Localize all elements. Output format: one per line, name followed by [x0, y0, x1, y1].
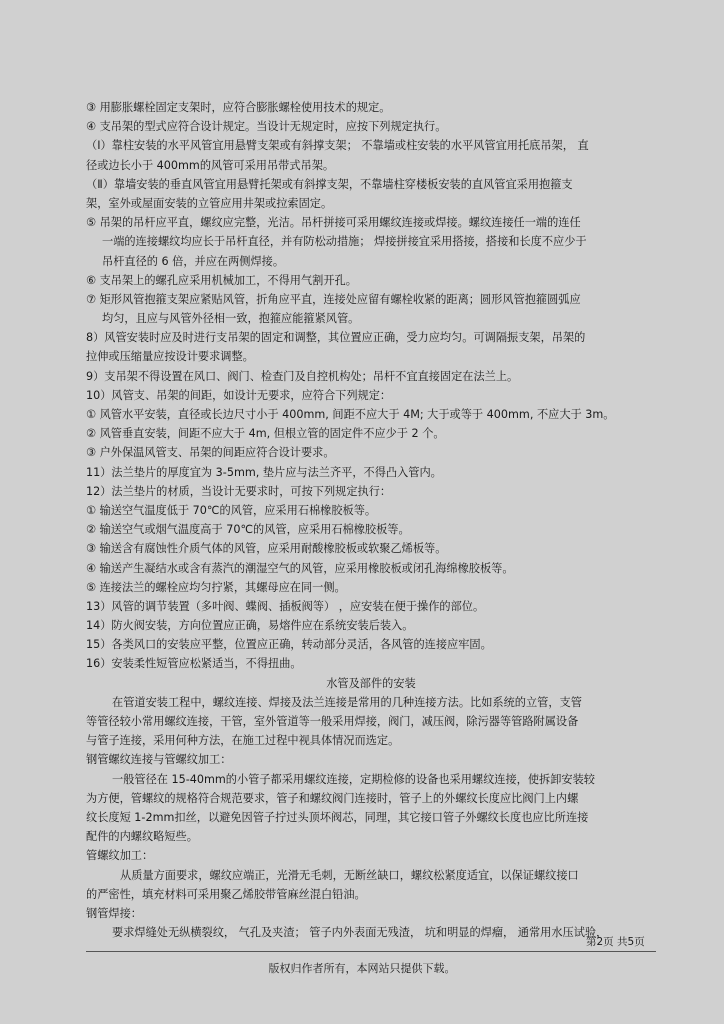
- text-line: 要求焊缝处无纵横裂纹， 气孔及夹渣； 管子内外表面无残渣， 坑和明显的焊瘤， 通常用水压试验，: [112, 926, 608, 940]
- text-line: ⑦ 矩形风管抱箍支架应紧贴风管，折角应平直，连接处应留有螺栓收紧的距离；圆形风管抱箍圆弧应: [86, 292, 581, 306]
- text-line: 8）风管安装时应及时进行支吊架的固定和调整，其位置应正确，受力应均匀。可调隔振支架，吊架的: [86, 331, 586, 345]
- text-line: ⑥ 支吊架上的螺孔应采用机械加工，不得用气割开孔。: [86, 273, 357, 287]
- text-line: ④ 输送产生凝结水或含有蒸汽的潮湿空气的风管，应采用橡胶板或闭孔海绵橡胶板等。: [86, 561, 514, 575]
- text-line: 13）风管的调节装置（多叶阀、蝶阀、插板阀等） ，应安装在便于操作的部位。: [86, 599, 485, 613]
- text-line: （Ⅰ）靠柱安装的水平风管宜用悬臂支架或有斜撑支架； 不靠墙或柱安装的水平风管宜用托底吊架， 直: [86, 139, 589, 153]
- text-line: 9）支吊架不得设置在风口、阀门、检查门及自控机构处；吊杆不宜直接固定在法兰上。: [86, 369, 519, 383]
- text-line: ② 输送空气或烟气温度高于 70℃的风管，应采用石棉橡胶板等。: [86, 523, 410, 537]
- text-line: 一端的连接螺纹均应长于吊杆直径，并有防松动措施； 焊接拼接宜采用搭接，搭接和长度不应少于: [102, 235, 587, 249]
- text-line: 一般管径在 15-40mm的小管子都采用螺纹连接，定期检修的设备也采用螺纹连接，使拆卸安装较: [112, 772, 595, 786]
- text-line: 的严密性，填充材料可采用聚乙烯胶带管麻丝混白铅油。: [86, 887, 366, 901]
- text-line: 14）防火阀安装，方向位置应正确，易熔件应在系统安装后装入。: [86, 619, 414, 633]
- text-line: 与管子连接，采用何种方法，在施工过程中视具体情况而选定。: [86, 734, 400, 748]
- text-line: 等管径较小常用螺纹连接，干管，室外管道等一般采用焊接，阀门，减压阀，除污器等管路附属设备: [86, 715, 579, 728]
- text-line: 16）安装柔性短管应松紧适当，不得扭曲。: [86, 657, 302, 671]
- text-line: 为方便，管螺纹的规格符合规范要求，管子和螺纹阀门连接时，管子上的外螺纹长度应比阀门上内螺: [86, 791, 579, 805]
- text-line: ④ 支吊架的型式应符合设计规定。当设计无规定时，应按下列规定执行。: [86, 120, 447, 134]
- text-line: ⑤ 吊架的吊杆应平直，螺纹应完整，光洁。吊杆拼接可采用螺纹连接或焊接。螺纹连接任一端的连任: [86, 216, 581, 230]
- text-line: 在管道安装工程中，螺纹连接、焊接及法兰连接是常用的几种连接方法。比如系统的立管，支管: [112, 695, 582, 709]
- copyright-footer: 版权归作者所有，本网站只提供下载。: [268, 962, 456, 975]
- text-line: 纹长度短 1-2mm扣丝，以避免因管子拧过头顶坏阀芯，同理，其它接口管子外螺纹长度也应比所连接: [86, 810, 589, 824]
- text-line: 钢管焊接：: [86, 906, 142, 920]
- text-line: 径或边长小于 400mm的风管可采用吊带式吊架。: [86, 158, 335, 172]
- text-line: ① 输送空气温度低于 70℃的风管，应采用石棉橡胶板等。: [86, 503, 377, 517]
- text-line: （Ⅱ）靠墙安装的垂直风管宜用悬臂托架或有斜撑支架，不靠墙柱穿楼板安装的直风管宜采用抱箍支: [86, 177, 573, 191]
- text-line: ③ 户外保温风管支、吊架的间距应符合设计要求。: [86, 446, 335, 460]
- text-line: 吊杆直径的 6 倍，并应在两侧焊接。: [102, 254, 285, 268]
- text-line: ① 风管水平安装，直径或长边尺寸小于 400mm, 间距不应大于 4M; 大于或等于 400mm, 不应大于 3m。: [86, 408, 615, 421]
- text-line: 11）法兰垫片的厚度宜为 3-5mm, 垫片应与法兰齐平，不得凸入管内。: [86, 465, 442, 479]
- text-line: ③ 输送含有腐蚀性介质气体的风管，应采用耐酸橡胶板或软聚乙烯板等。: [86, 542, 447, 556]
- text-line: 架，室外或屋面安装的立管应用井架或拉索固定。: [86, 196, 333, 210]
- text-line: ⑤ 连接法兰的螺栓应均匀拧紧，其螺母应在同一侧。: [86, 580, 346, 594]
- text-line: 配件的内螺纹略短些。: [86, 830, 198, 844]
- text-line: 从质量方面要求，螺纹应端正，光滑无毛刺，无断丝缺口，螺纹松紧度适宜，以保证螺纹接口: [120, 868, 579, 882]
- text-line: ③ 用膨胀螺栓固定支架时，应符合膨胀螺栓使用技术的规定。: [86, 101, 391, 114]
- text-line: 均匀，且应与风管外径相一致，抱箍应能箍紧风管。: [102, 312, 360, 326]
- footer-divider: [86, 951, 656, 952]
- text-line: 管螺纹加工：: [86, 849, 154, 863]
- section-heading: 水管及部件的安装: [326, 676, 416, 690]
- text-line: 12）法兰垫片的材质，当设计无要求时，可按下列规定执行：: [86, 484, 392, 498]
- text-line: 拉伸或压缩量应按设计要求调整。: [86, 350, 254, 364]
- text-line: 钢管螺纹连接与管螺纹加工：: [86, 753, 232, 767]
- text-line: 15）各类风口的安装应平整，位置应正确，转动部分灵活，各风管的连接应牢固。: [86, 638, 492, 652]
- document-body: [86, 98, 656, 942]
- text-line: ② 风管垂直安装，间距不应大于 4m, 但根立管的固定件不应少于 2 个。: [86, 427, 445, 441]
- page-number: 第2页 共5页: [586, 936, 645, 948]
- text-line: 10）风管支、吊架的间距，如设计无要求，应符合下列规定：: [86, 388, 392, 402]
